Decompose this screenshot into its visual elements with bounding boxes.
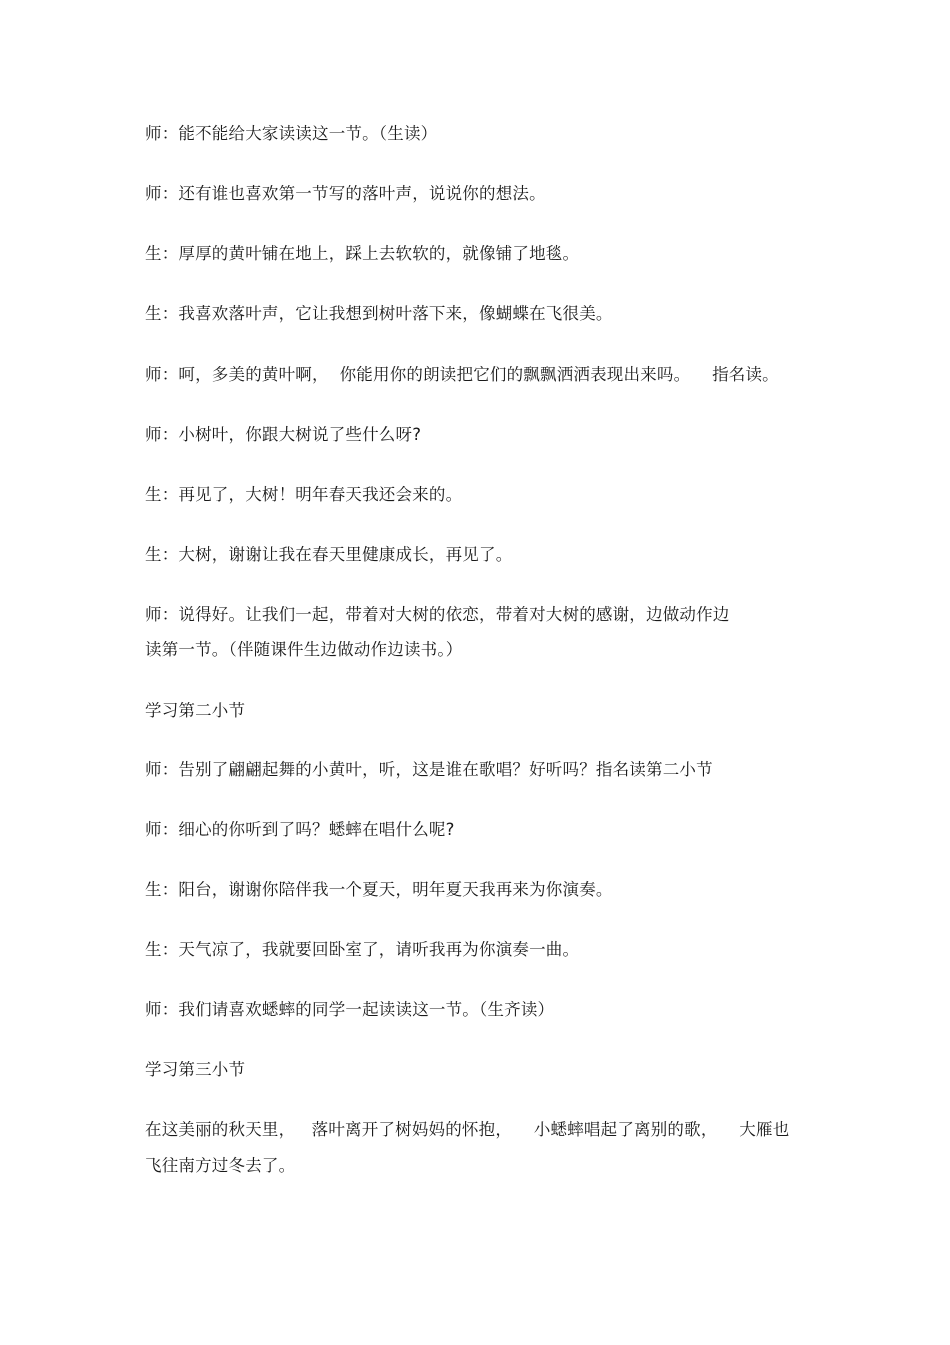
text-line: 师：还有谁也喜欢第一节写的落叶声，说说你的想法。 bbox=[145, 184, 546, 203]
text-line: 生：大树，谢谢让我在春天里健康成长，再见了。 bbox=[145, 545, 513, 564]
section-heading: 学习第三小节 bbox=[145, 1060, 246, 1079]
text-line: 师：能不能给大家读读这一节。（生读） bbox=[145, 124, 438, 143]
text-line: 师：说得好。让我们一起，带着对大树的依恋，带着对大树的感谢，边做动作边 bbox=[145, 605, 730, 624]
text-line: 读第一节。（伴随课件生边做动作边读书。） bbox=[145, 640, 463, 659]
text-line: 飞往南方过冬去了。 bbox=[145, 1156, 296, 1175]
text-line: 师：我们请喜欢蟋蟀的同学一起读读这一节。（生齐读） bbox=[145, 1000, 555, 1019]
text-line: 师：细心的你听到了吗？蟋蟀在唱什么呢? bbox=[145, 820, 455, 839]
text-line: 生：天气凉了，我就要回卧室了，请听我再为你演奏一曲。 bbox=[145, 940, 580, 959]
section-heading: 学习第二小节 bbox=[145, 701, 246, 720]
text-line: 师：小树叶，你跟大树说了些什么呀? bbox=[145, 425, 422, 444]
text-line: 生：厚厚的黄叶铺在地上，踩上去软软的，就像铺了地毯。 bbox=[145, 244, 580, 263]
text-line: 在这美丽的秋天里， 落叶离开了树妈妈的怀抱， 小蟋蟀唱起了离别的歌， 大雁也 bbox=[145, 1120, 790, 1139]
text-line: 师：告别了翩翩起舞的小黄叶，听，这是谁在歌唱？好听吗？指名读第二小节 bbox=[145, 760, 713, 779]
text-line: 生：我喜欢落叶声，它让我想到树叶落下来，像蝴蝶在飞很美。 bbox=[145, 304, 613, 323]
text-line: 生：阳台，谢谢你陪伴我一个夏天，明年夏天我再来为你演奏。 bbox=[145, 880, 613, 899]
text-line: 生：再见了，大树！明年春天我还会来的。 bbox=[145, 485, 463, 504]
text-line: 师：呵，多美的黄叶啊， 你能用你的朗读把它们的飘飘洒洒表现出来吗。 指名读。 bbox=[145, 365, 779, 384]
